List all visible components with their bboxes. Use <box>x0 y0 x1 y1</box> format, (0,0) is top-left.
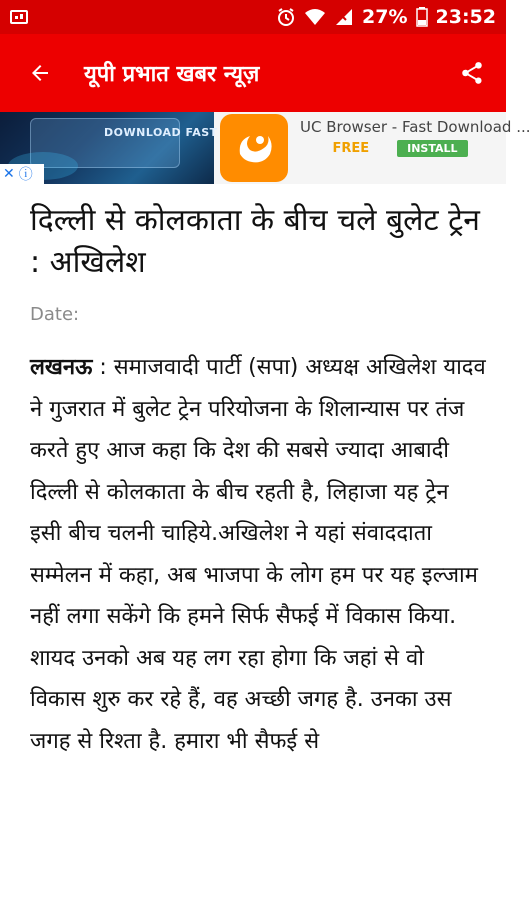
squirrel-icon <box>230 124 278 172</box>
article <box>30 200 486 762</box>
share-icon <box>459 60 485 86</box>
signal-icon <box>334 8 354 26</box>
wifi-icon <box>304 8 326 26</box>
app-title: यूपी प्रभात खबर न्यूज़ <box>84 62 260 87</box>
arrow-left-icon <box>28 61 52 85</box>
ad-cta-row <box>300 140 500 157</box>
article-body-text: : समाजवादी पार्टी (सपा) अध्यक्ष अखिलेश यादव ने गुजरात में बुलेट ट्रेन परियोजना के शिलान्यास पर तंज करते हुए आज कहा कि देश की सबसे ज्यादा आबादी दिल्ली से कोलकाता के बीच रहती है, लिहाजा यह ट्रेन इसी बीच चलनी चाहिये.अखिलेश ने यहां संवाददाता सम्मेलन में कहा, अब भाजपा के लोग हम पर यह इल्जाम नहीं लगा सकेंगे कि हमने सिर्फ सैफई में विकास किया. शायद उनको अब यह लग रहा होगा कि जहां से वो विकास शुरु कर रहे हैं, वह अच्छी जगह है. उनका उस जगह से रिश्ता है. हमारा भी सैफई से <box>30 355 486 754</box>
ad-banner[interactable] <box>0 112 531 184</box>
ad-text[interactable] <box>300 118 531 157</box>
article-date: Date: <box>30 304 80 325</box>
ad-image-text: DOWNLOAD FAST <box>104 126 218 139</box>
clock-time: 23:52 <box>435 6 496 28</box>
status-right <box>276 6 496 28</box>
battery-icon <box>416 7 428 27</box>
close-icon[interactable]: ✕ <box>3 166 15 182</box>
install-button[interactable]: INSTALL <box>397 140 467 157</box>
battery-percent: 27% <box>362 6 408 28</box>
uc-browser-logo[interactable] <box>220 114 288 182</box>
notification-icon <box>10 10 28 24</box>
article-body <box>30 347 486 762</box>
info-icon[interactable]: ⓘ <box>18 167 33 183</box>
status-bar <box>0 0 506 34</box>
app-bar <box>0 34 506 112</box>
article-dateline: लखनऊ <box>30 355 93 380</box>
alarm-icon <box>276 7 296 27</box>
ad-price: FREE <box>332 141 370 156</box>
share-button[interactable] <box>454 55 490 91</box>
status-left <box>10 10 28 24</box>
ad-app-name: UC Browser - Fast Download ... <box>300 118 531 136</box>
ad-choices[interactable] <box>0 164 44 184</box>
back-button[interactable] <box>22 55 58 91</box>
article-headline: दिल्ली से कोलकाता के बीच चले बुलेट ट्रेन : अखिलेश <box>30 203 480 280</box>
